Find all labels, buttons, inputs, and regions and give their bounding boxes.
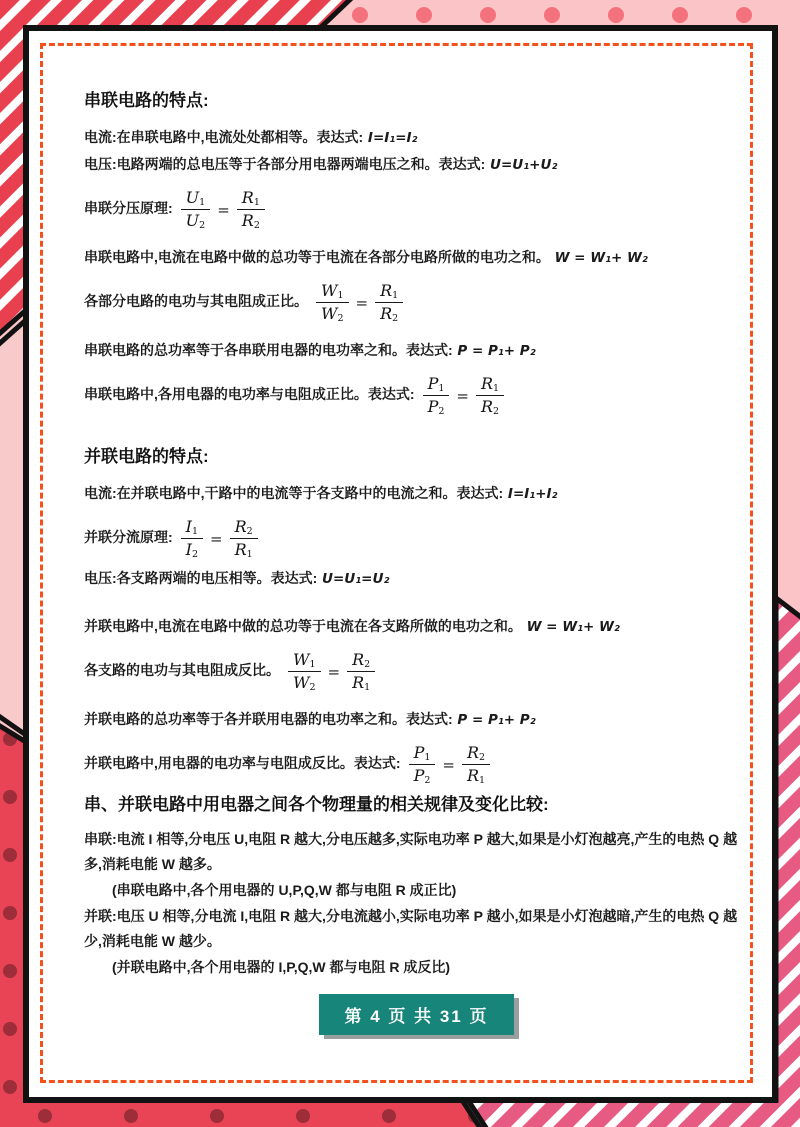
equation: [181, 189, 265, 230]
equals-sign: =: [442, 755, 455, 774]
fraction-num: $R_2$: [462, 744, 490, 765]
paragraph-text: 电压:电路两端的总电压等于各部分用电器两端电压之和。表达式:: [84, 156, 486, 172]
fraction: [409, 744, 436, 785]
fraction-num: $R_1$: [476, 375, 504, 396]
paragraph-text: 并联电路中,电流在电路中做的总功等于电流在各支路所做的电功之和。: [84, 618, 522, 634]
paragraph: [84, 614, 749, 640]
fraction-den: $R_2$: [480, 397, 500, 417]
equation: [316, 282, 403, 323]
paragraph: [84, 245, 749, 271]
fraction-den: $R_1$: [466, 766, 486, 786]
fraction-num: $R_1$: [375, 282, 403, 303]
fraction-den: $R_2$: [241, 211, 260, 231]
paragraph-text: (串联电路中,各个用电器的 U,P,Q,W 都与电阻 R 成正比): [112, 882, 457, 898]
fraction-num: $R_2$: [347, 651, 375, 672]
formula-label: 各部分电路的电功与其电阻成正比。: [84, 293, 308, 309]
fraction: [375, 282, 403, 323]
fraction-den: $R_1$: [234, 540, 253, 560]
formula-label: 串联分压原理:: [84, 200, 173, 216]
formula-label: 并联电路中,用电器的电功率与电阻成反比。表达式:: [84, 755, 401, 771]
paragraph-text: (并联电路中,各个用电器的 I,P,Q,W 都与电阻 R 成反比): [112, 959, 451, 975]
fraction: [462, 744, 490, 785]
fraction: [288, 651, 321, 692]
expression: W = W₁+ W₂: [549, 250, 648, 266]
paragraph: [84, 338, 749, 364]
fraction-num: $U_1$: [181, 189, 211, 210]
paragraph-text: 串联:电流 I 相等,分电压 U,电阻 R 越大,分电压越多,实际电功率 P 越大,如果是小灯泡越亮,产生的电热 Q 越多,消耗电能 W 越多。: [84, 831, 738, 872]
expression: U=U₁+U₂: [485, 157, 558, 173]
fraction-den: $R_1$: [352, 673, 371, 693]
fraction-den: $W_2$: [293, 673, 316, 693]
paragraph: [84, 827, 749, 877]
fraction: [181, 189, 211, 230]
paragraph-text: 串联电路的总功率等于各串联用电器的电功率之和。表达式:: [84, 342, 453, 358]
formula-row: [84, 737, 749, 786]
formula-label: 各支路的电功与其电阻成反比。: [84, 662, 280, 678]
paragraph: [84, 707, 749, 733]
footer: [84, 994, 749, 1035]
fraction-den: $I_2$: [185, 540, 199, 560]
fraction-den: $P_2$: [427, 397, 445, 417]
fraction: [423, 375, 450, 416]
paragraph-text: 并联:电压 U 相等,分电流 I,电阻 R 越大,分电流越小,实际电功率 P 越小,如果是小灯泡越暗,产生的电热 Q 越少,消耗电能 W 越少。: [84, 908, 738, 949]
fraction-num: $R_1$: [237, 189, 265, 210]
document-sheet: [23, 25, 778, 1103]
formula-label: 串联电路中,各用电器的电功率与电阻成正比。表达式:: [84, 386, 415, 402]
fraction: [316, 282, 349, 323]
fraction-num: $W_1$: [288, 651, 321, 672]
equation: [423, 375, 504, 416]
equals-sign: =: [355, 293, 369, 312]
equals-sign: =: [327, 662, 341, 681]
fraction: [181, 518, 203, 559]
paragraph: [84, 878, 749, 903]
equation: [409, 744, 490, 785]
formula-label: 并联分流原理:: [84, 529, 173, 545]
expression: P = P₁+ P₂: [452, 712, 536, 728]
fraction-den: $W_2$: [321, 304, 344, 324]
equals-sign: =: [217, 200, 230, 219]
paragraph: [84, 152, 749, 178]
fraction-num: $I_1$: [181, 518, 203, 539]
equation: [181, 518, 258, 559]
section-heading: 串联电路的特点:: [84, 91, 209, 110]
fraction: [476, 375, 504, 416]
paragraph-text: 并联电路的总功率等于各并联用电器的电功率之和。表达式:: [84, 711, 453, 727]
fraction: [347, 651, 375, 692]
fraction-num: $P_1$: [423, 375, 450, 396]
section-heading: 串、并联电路中用电器之间各个物理量的相关规律及变化比较:: [84, 795, 549, 814]
paragraph: [84, 125, 749, 151]
section-heading: 并联电路的特点:: [84, 447, 209, 466]
paragraph: [84, 904, 749, 954]
formula-row: [84, 368, 749, 417]
formula-row: [84, 275, 749, 324]
paragraph: [84, 481, 749, 507]
expression: W = W₁+ W₂: [521, 619, 620, 635]
formula-row: [84, 182, 749, 231]
page-number-badge: 第 4 页 共 31 页: [319, 994, 515, 1035]
paragraph-text: 串联电路中,电流在电路中做的总功等于电流在各部分电路所做的电功之和。: [84, 249, 550, 265]
equation: [288, 651, 375, 692]
fraction-num: $P_1$: [409, 744, 436, 765]
document-content: [84, 89, 749, 1035]
fraction-num: $W_1$: [316, 282, 349, 303]
paragraph-text: 电压:各支路两端的电压相等。表达式:: [84, 570, 318, 586]
fraction-den: $U_2$: [185, 211, 206, 231]
paragraph: [84, 566, 749, 592]
expression: I=I₁=I₂: [363, 130, 418, 146]
expression: P = P₁+ P₂: [452, 343, 536, 359]
fraction: [230, 518, 258, 559]
paragraph-text: 电流:在并联电路中,干路中的电流等于各支路中的电流之和。表达式:: [84, 485, 504, 501]
fraction-num: $R_2$: [230, 518, 258, 539]
fraction-den: $R_2$: [380, 304, 399, 324]
paragraph: [84, 955, 749, 980]
formula-row: [84, 644, 749, 693]
expression: I=I₁+I₂: [503, 486, 558, 502]
expression: U=U₁=U₂: [317, 571, 390, 587]
equals-sign: =: [210, 529, 223, 548]
fraction-den: $P_2$: [413, 766, 431, 786]
fraction: [237, 189, 265, 230]
equals-sign: =: [456, 386, 469, 405]
paragraph-text: 电流:在串联电路中,电流处处都相等。表达式:: [84, 129, 364, 145]
formula-row: [84, 511, 749, 560]
